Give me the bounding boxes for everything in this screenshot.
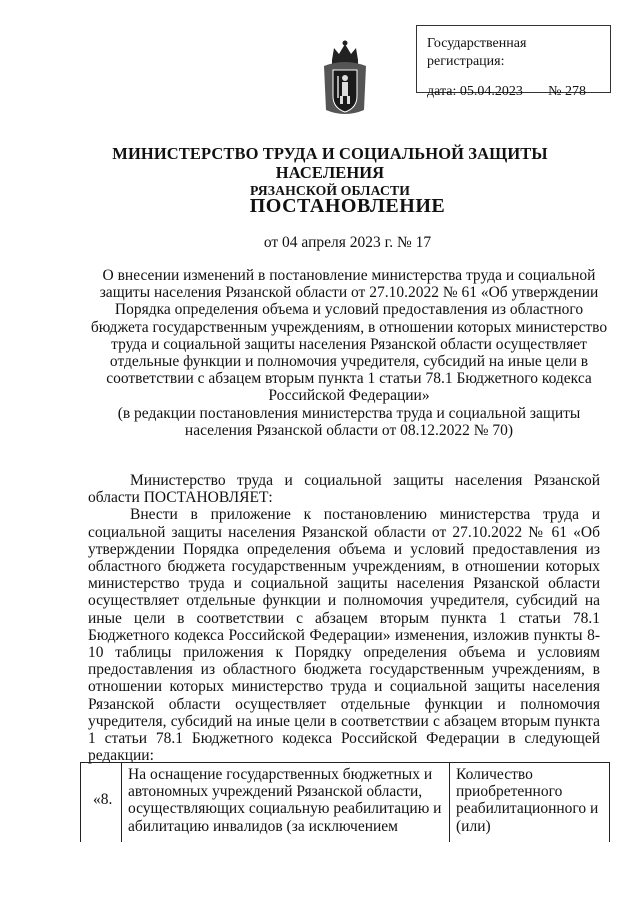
- table-cell-purpose: На оснащение государственных бюджетных и автономных учреждений Рязанской области, осуществляющих социальную реабилитацию и абилитацию инвалидов (за исключением: [122, 763, 450, 842]
- ministry-line-1: МИНИСТЕРСТВО ТРУДА И СОЦИАЛЬНОЙ ЗАЩИТЫ НАСЕЛЕНИЯ: [112, 144, 548, 182]
- ministry-name: [95, 144, 565, 201]
- registration-label: Государственная регистрация:: [427, 36, 527, 69]
- document-type: ПОСТАНОВЛЕНИЕ: [249, 195, 446, 217]
- document-body: [88, 472, 600, 764]
- coat-of-arms-icon: [322, 38, 368, 120]
- table-cell-number: «8.: [81, 763, 122, 842]
- document-subject: [90, 267, 608, 439]
- subject-revision: (в редакции постановления министерства труда и социальной защиты населения Рязанской области от 08.12.2022 № 70): [117, 404, 581, 439]
- table-cell-indicator: Количество приобретенного реабилитационного и (или): [456, 766, 599, 835]
- body-intro: Министерство труда и социальной защиты населения Рязанской области ПОСТАНОВЛЯЕТ:: [88, 472, 600, 507]
- registration-details: [427, 83, 604, 101]
- registration-date: дата: 05.04.2023: [427, 84, 523, 99]
- registration-stamp: [416, 25, 611, 99]
- body-paragraph: Внести в приложение к постановлению министерства труда и социальной защиты населения Рязанской области от 27.10.2022 № 61 «Об утверждении Порядка определения объема и условий предоставления из областного бюджета государственным учреждениям, в отношении которых министерство труда и социальной защиты населения Рязанской области осуществляет отдельные функции и полномочия учредителя, субсидий на иные цели в соответствии с абзацем вторым пункта 1 статьи 78.1 Бюджетного кодекса Российской Федерации» изменения, изложив пункты 8-10 таблицы приложения к Порядку определения объема и условиям предоставления из областного бюджета государственным учреждениям, в отношении которых министерство труда и социальной защиты населения Рязанской области осуществляет отдельные функции и полномочия учредителя, субсидий на иные цели в соответствии с абзацем вторым пункта 1 статьи 78.1 Бюджетного кодекса Российской Федерации в следующей редакции:: [88, 506, 600, 765]
- document-date: от 04 апреля 2023 г. № 17: [263, 234, 432, 251]
- subject-title: О внесении изменений в постановление министерства труда и социальной защиты населения Рязанской области от 27.10.2022 № 61 «Об утверждении Порядка определения объема и условий предоставления из областного бюджета государственным учреждениям, в отношении которых министерство труда и социальной защиты населения Рязанской области осуществляет отдельные функции и полномочия учредителя, субсидий на иные цели в соответствии с абзацем вторым пункта 1 статьи 78.1 Бюджетного кодекса Российской Федерации»: [90, 267, 608, 405]
- ministry-line-2: РЯЗАНСКОЙ ОБЛАСТИ: [250, 184, 410, 199]
- registration-number: № 278: [548, 84, 586, 99]
- amendment-table: [80, 762, 610, 842]
